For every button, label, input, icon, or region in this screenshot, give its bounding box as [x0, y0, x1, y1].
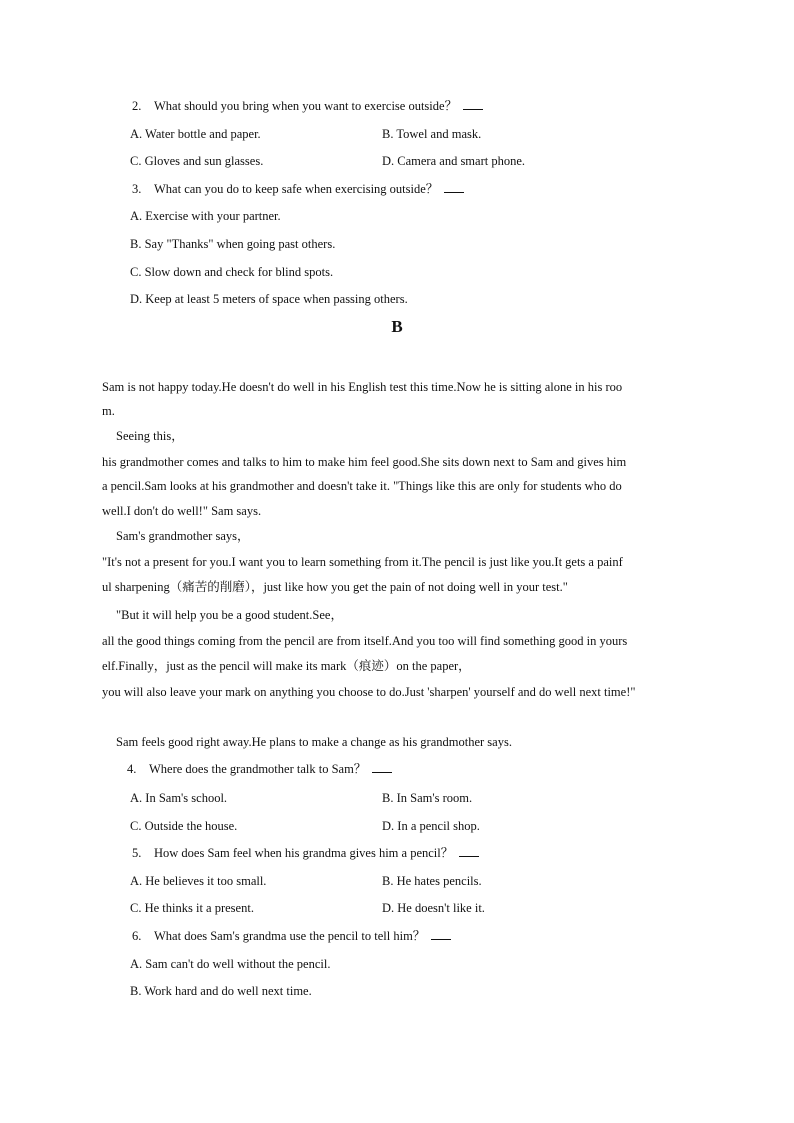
option-b: B. In Sam's room. — [382, 791, 473, 805]
question-text: How does Sam feel when his grandma gives him a pencil？ — [154, 846, 454, 860]
passage-line: well.I don't do well!" Sam says. — [102, 504, 262, 518]
option-b: B. He hates pencils. — [382, 874, 482, 888]
question-3 — [132, 181, 464, 197]
answer-blank[interactable] — [463, 99, 483, 110]
option-d: D. Camera and smart phone. — [382, 154, 526, 168]
question-number: 6. — [132, 929, 142, 943]
question-number: 4. — [127, 762, 137, 776]
option-c: C. Outside the house. — [130, 819, 238, 833]
question-4 — [127, 761, 392, 777]
passage-line: his grandmother comes and talks to him to make him feel good.She sits down next to Sam and gives him — [102, 455, 627, 469]
question-number: 5. — [132, 846, 142, 860]
passage-line: a pencil.Sam looks at his grandmother and doesn't take it. "Things like this are only for students who do — [102, 479, 622, 493]
answer-blank[interactable] — [459, 846, 479, 857]
passage-line: m. — [102, 404, 115, 418]
answer-blank[interactable] — [372, 762, 392, 773]
passage-line: "It's not a present for you.I want you to learn something from it.The pencil is just like you.It gets a painf — [102, 555, 623, 569]
passage-line: Seeing this， — [116, 429, 184, 443]
question-text: What does Sam's grandma use the pencil to tell him？ — [154, 929, 426, 943]
option-c: C. He thinks it a present. — [130, 901, 254, 915]
option-a: A. In Sam's school. — [130, 791, 228, 805]
section-heading: B — [391, 317, 403, 336]
option-a: A. Exercise with your partner. — [130, 209, 281, 223]
option-d: D. He doesn't like it. — [382, 901, 485, 915]
passage-line: you will also leave your mark on anything you choose to do.Just 'sharpen' yourself and do well next time!" — [102, 685, 636, 699]
option-d: D. Keep at least 5 meters of space when passing others. — [130, 292, 408, 306]
question-5 — [132, 845, 479, 861]
passage-line: "But it will help you be a good student.See， — [116, 608, 343, 622]
answer-blank[interactable] — [431, 929, 451, 940]
question-text: What should you bring when you want to exercise outside？ — [154, 99, 458, 113]
option-a: A. Water bottle and paper. — [130, 127, 261, 141]
question-text: Where does the grandmother talk to Sam？ — [149, 762, 367, 776]
option-a: A. Sam can't do well without the pencil. — [130, 957, 331, 971]
option-a: A. He believes it too small. — [130, 874, 267, 888]
question-number: 3. — [132, 182, 142, 196]
passage-line: all the good things coming from the pencil are from itself.And you too will find something good in yours — [102, 634, 628, 648]
passage-line: ul sharpening（痛苦的削磨），just like how you get the pain of not doing well in your test." — [102, 580, 568, 594]
option-c: C. Gloves and sun glasses. — [130, 154, 264, 168]
option-b: B. Say "Thanks" when going past others. — [130, 237, 336, 251]
question-number: 2. — [132, 99, 142, 113]
passage-line: Sam's grandmother says， — [116, 529, 250, 543]
option-b: B. Towel and mask. — [382, 127, 482, 141]
passage-line: Sam is not happy today.He doesn't do well in his English test this time.Now he is sitting alone in his roo — [102, 380, 623, 394]
passage-line: Sam feels good right away.He plans to make a change as his grandmother says. — [116, 735, 512, 749]
option-b: B. Work hard and do well next time. — [130, 984, 312, 998]
question-2 — [132, 98, 483, 114]
option-c: C. Slow down and check for blind spots. — [130, 265, 334, 279]
answer-blank[interactable] — [444, 182, 464, 193]
question-text: What can you do to keep safe when exercising outside？ — [154, 182, 439, 196]
question-6 — [132, 928, 451, 944]
passage-line: elf.Finally，just as the pencil will make its mark（痕迹）on the paper， — [102, 659, 471, 673]
option-d: D. In a pencil shop. — [382, 819, 480, 833]
